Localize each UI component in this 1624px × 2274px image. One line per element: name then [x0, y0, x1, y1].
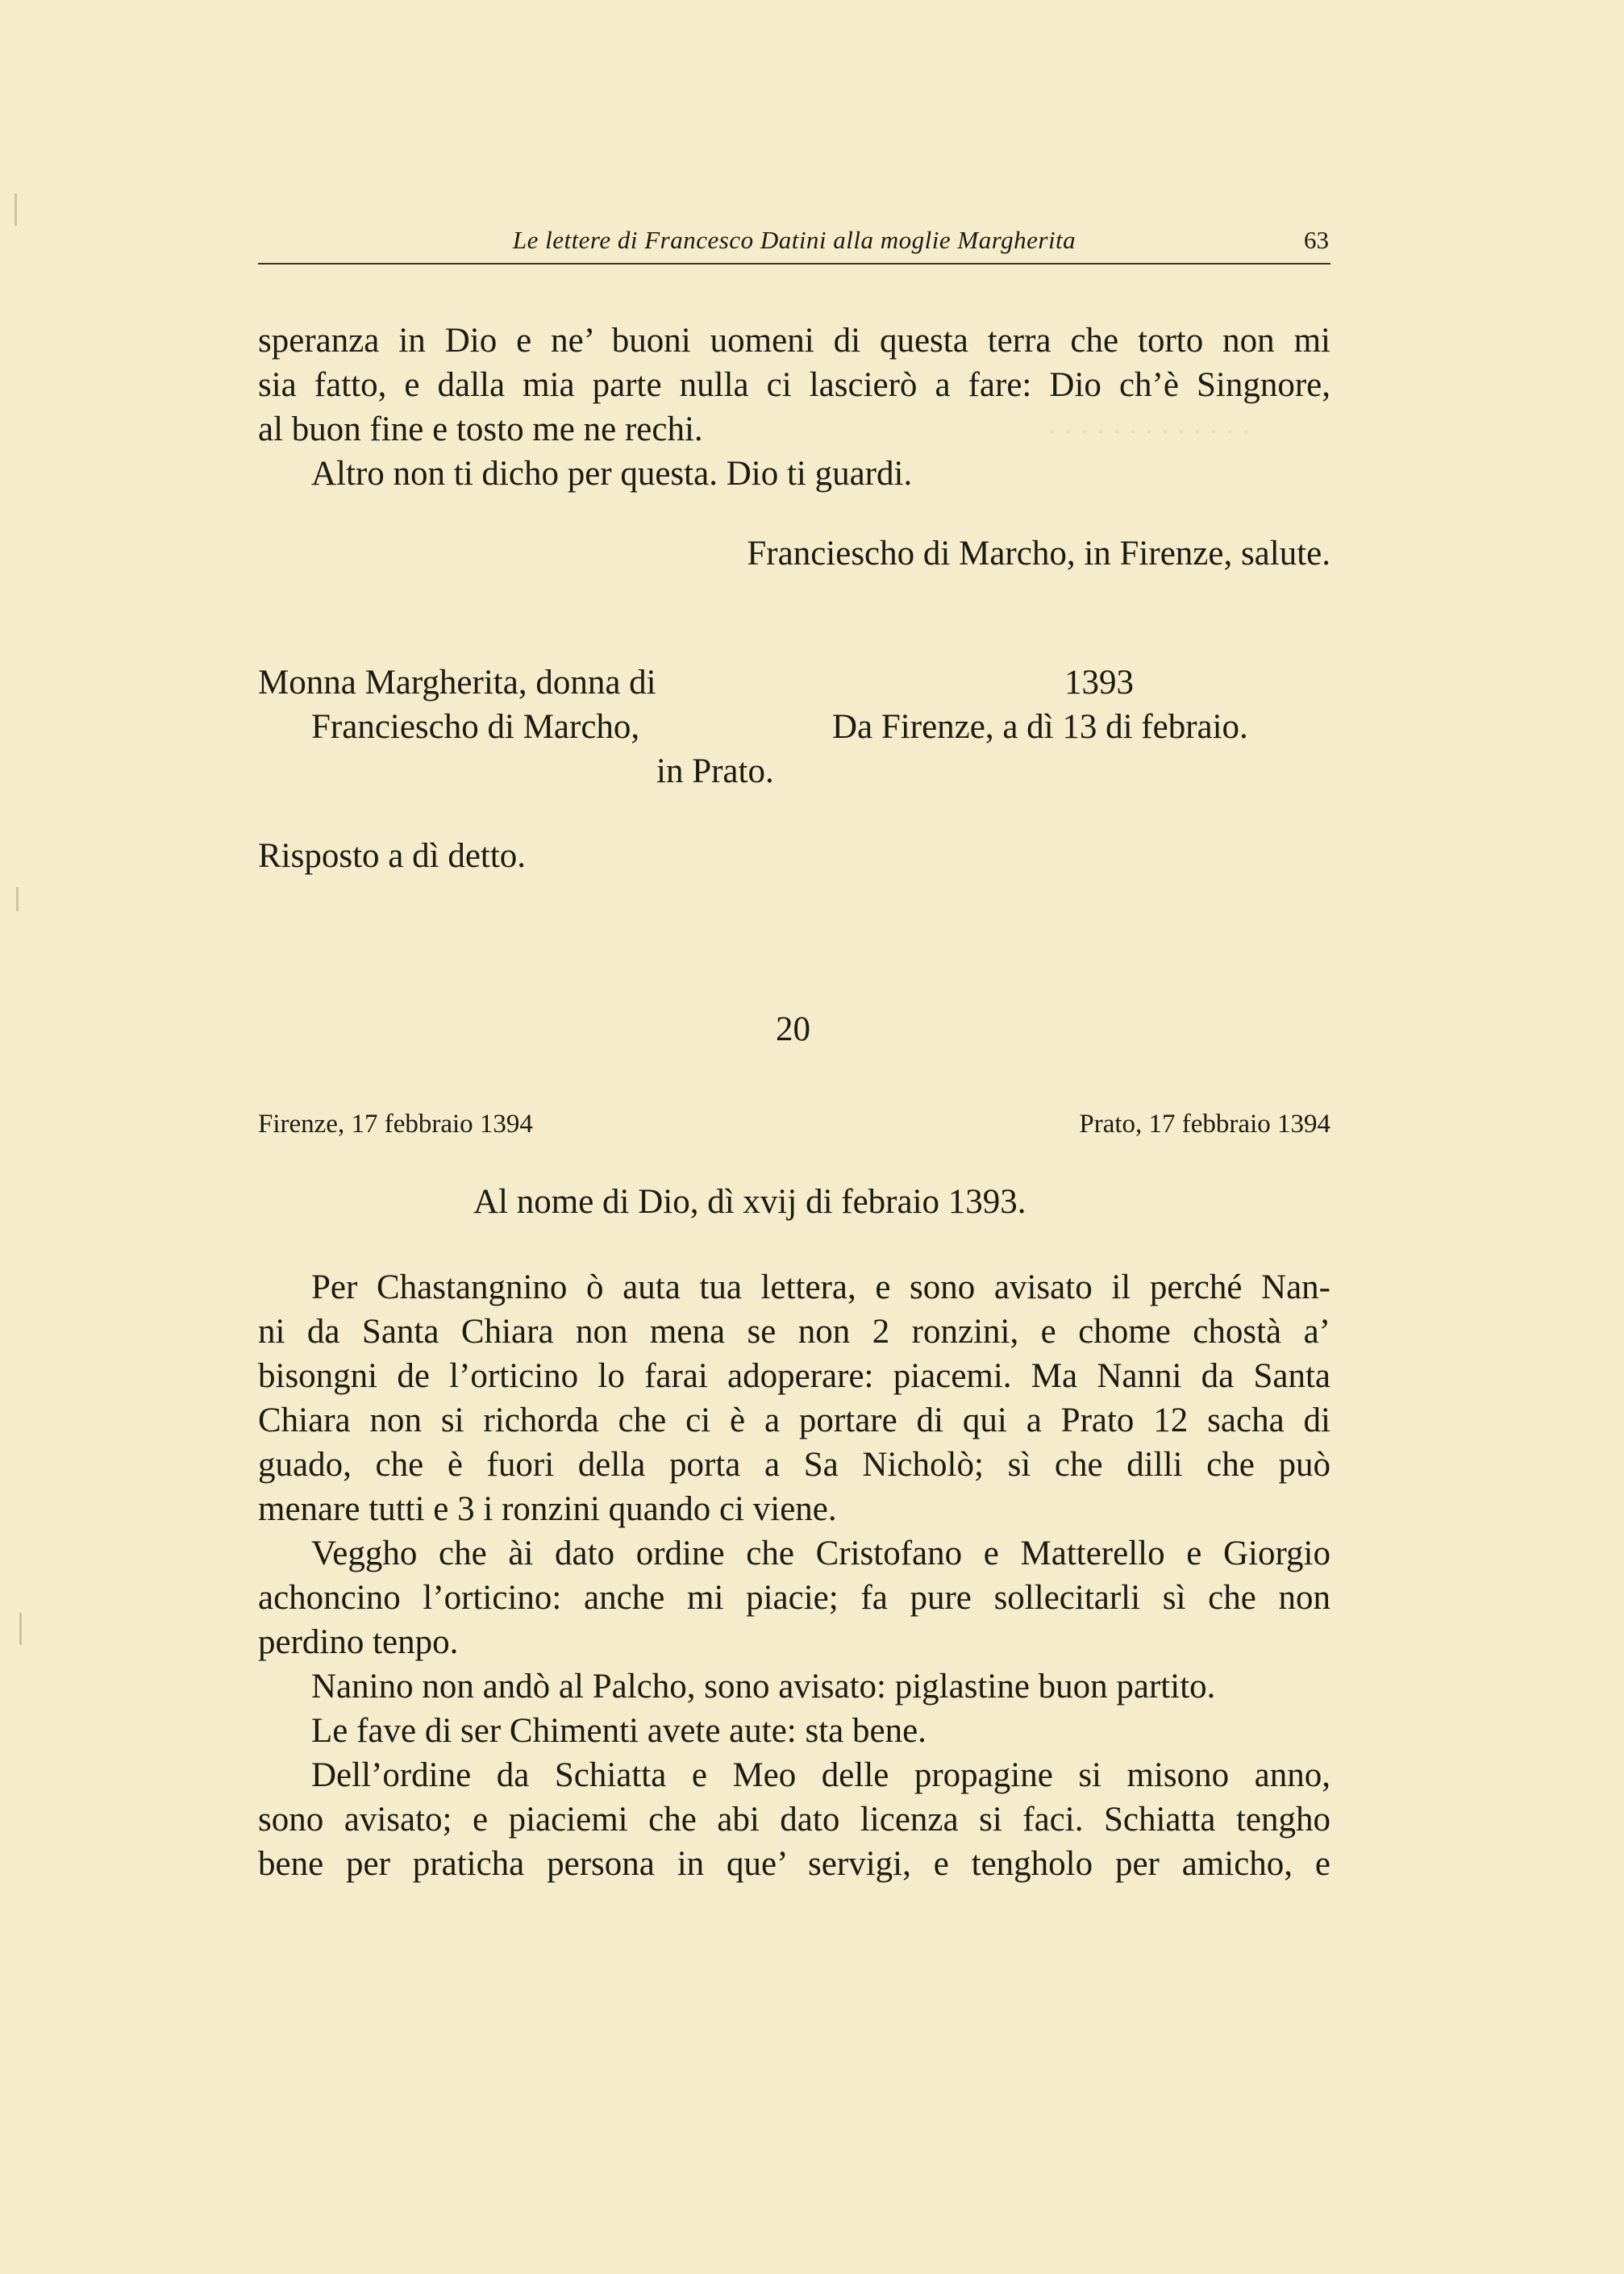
address-recipient: Monna Margherita, donna di: [258, 664, 656, 702]
destination-date: Prato, 17 febbraio 1394: [1079, 1110, 1330, 1139]
text-line: achoncino l’orticino: anche mi piacie; fa pure sollecitarli sì che non: [258, 1579, 1330, 1617]
text-line: sia fatto, e dalla mia parte nulla ci lascierò a fare: Dio ch’è Singnore,: [258, 366, 1330, 404]
page-edge-mark: [15, 194, 17, 226]
text-line: Dell’ordine da Schiatta e Meo delle propagine si misono anno,: [311, 1756, 1330, 1794]
page-edge-mark: [16, 887, 19, 911]
signature: Franciescho di Marcho, in Firenze, salute.: [747, 535, 1330, 573]
address-year: 1393: [1064, 664, 1134, 702]
text-line: Chiara non si richorda che ci è a portare di qui a Prato 12 sacha di: [258, 1401, 1330, 1439]
text-line: speranza in Dio e ne’ buoni uomeni di questa terra che torto non mi: [258, 322, 1330, 360]
text-line: bene per praticha persona in que’ servigi, e tengholo per amicho, e: [258, 1845, 1330, 1883]
text-line: menare tutti e 3 i ronzini quando ci viene.: [258, 1490, 837, 1528]
text-line: perdino tenpo.: [258, 1623, 459, 1661]
running-header: [258, 224, 1330, 264]
page-number: 63: [1304, 226, 1329, 254]
running-title: Le lettere di Francesco Datini alla moglie Margherita: [512, 226, 1076, 254]
text-line: Vegghо che ài dato ordine che Cristofano e Matterello e Giorgio: [311, 1535, 1330, 1572]
closing-line: Altro non ti dicho per questa. Dio ti guardi.: [311, 455, 913, 493]
address-place: in Prato.: [656, 752, 774, 790]
text-line: guado, che è fuori della porta a Sa Nicholò; sì che dilli che può: [258, 1446, 1330, 1484]
text-line: bisongni de l’orticino lo farai adoperare: piacemi. Ma Nanni da Santa: [258, 1357, 1330, 1395]
text-line: al buon fine e tosto me ne rechi.: [258, 410, 703, 448]
origin-date: Firenze, 17 febbraio 1394: [258, 1110, 533, 1139]
page-edge-mark: [19, 1613, 22, 1645]
bleed-through: . . . . . . . . . . . . .: [1048, 404, 1250, 440]
text-line: ni da Santa Chiara non mena se non 2 ronzini, e chome chostà a’: [258, 1313, 1330, 1351]
text-line: Nanino non andò al Palcho, sono avisato: piglastine buon partito.: [311, 1668, 1216, 1706]
text-line: sono avisato; e piaciemi che abi dato licenza si faci. Schiatta tengho: [258, 1801, 1330, 1839]
text-line: Per Chastangnino ò auta tua lettera, e sono avisato il perché Nan-: [311, 1268, 1330, 1306]
address-recipient: Franciescho di Marcho,: [311, 708, 640, 746]
text-line: Le fave di ser Chimenti avete aute: sta bene.: [311, 1712, 927, 1750]
reply-note: Risposto a dì detto.: [258, 837, 527, 875]
letter-opening: Al nome di Dio, dì xvij di febraio 1393.: [473, 1183, 1026, 1221]
letter-number: 20: [776, 1010, 810, 1048]
address-date: Da Firenze, a dì 13 di febraio.: [832, 708, 1248, 746]
